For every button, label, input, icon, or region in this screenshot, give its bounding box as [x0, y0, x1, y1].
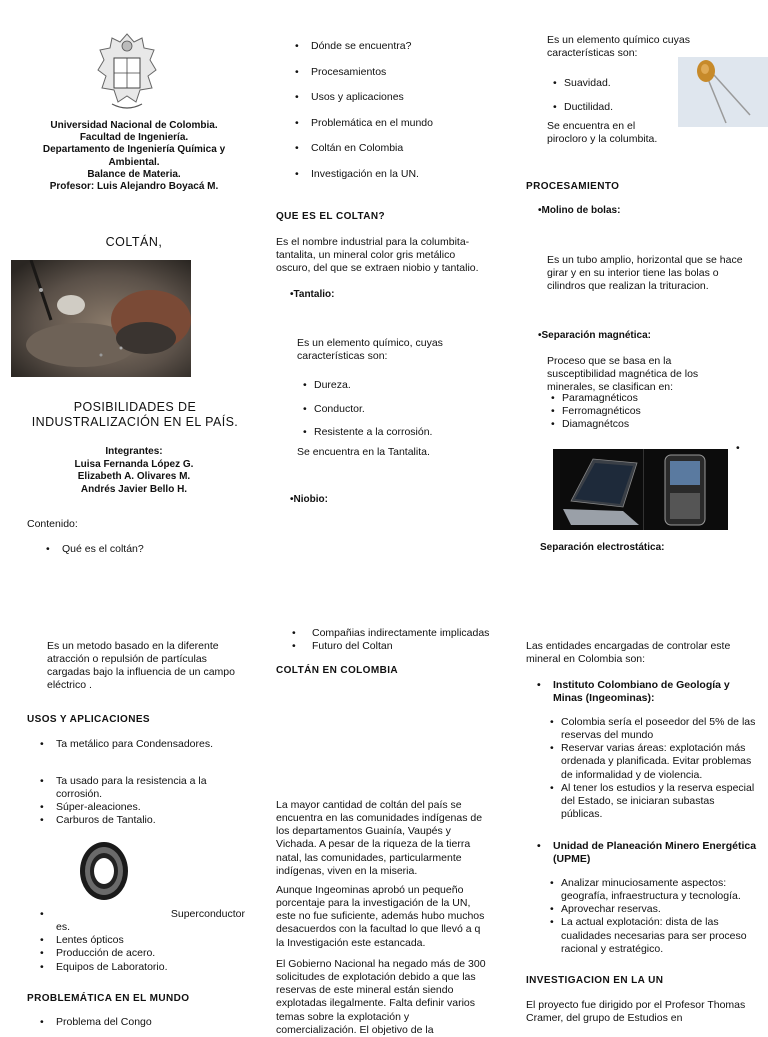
niobio-intro: Es un elemento químico cuyas características son: [547, 34, 690, 60]
list-item: • La actual explotación: dista de las cualidades necesarias para ser proceso racional y estratégico. [550, 916, 762, 955]
sep-mag-label-text: Separación magnética: [541, 330, 651, 341]
upme-label: • Unidad de Planeación Minero Energética (UPME) [537, 840, 762, 866]
tantalum-ring-photo [78, 840, 130, 902]
university-name: Universidad Nacional de Colombia. [50, 120, 218, 131]
list-item: • Dónde se encuentra? [295, 34, 495, 60]
capacitor-photo [678, 57, 768, 127]
list-item: • Usos y aplicaciones [295, 85, 495, 111]
brochure-subtitle: POSIBILIDADES DE INDUSTRALIZACIÓN EN EL PAÍS. [31, 400, 239, 429]
tantalio-props [303, 374, 483, 445]
member-name: Luisa Fernanda López G. [74, 458, 194, 470]
list-item: • Dureza. [303, 374, 483, 398]
list-item: • Problemática en el mundo [295, 111, 495, 137]
usos-list-2 [40, 775, 245, 828]
niobio-found: Se encuentra en el pirocloro y la columbita. [547, 120, 658, 146]
list-item: • Suavidad. [553, 72, 673, 96]
upme-entry [537, 840, 762, 866]
list-item: • Compañias indirectamente implicadas [292, 627, 502, 640]
list-item: • Aprovechar reservas. [550, 903, 762, 916]
contenido-list [46, 543, 236, 556]
list-item: • Coltán en Colombia [295, 136, 495, 162]
niobio-label: •Niobio: [290, 494, 328, 505]
list-item: • Al tener los estudios y la reserva especial del Estado, se iniciaran subastas públicas. [550, 782, 758, 821]
molino-label: •Molino de bolas: [538, 205, 621, 216]
professor-name: Profesor: Luis Alejandro Boyacá M. [49, 180, 219, 192]
investigacion-text: El proyecto fue dirigido por el Profesor Thomas Cramer, del grupo de Estudios en [526, 999, 746, 1025]
molino-label-text: Molino de bolas: [541, 205, 621, 216]
problematica-heading: PROBLEMÁTICA EN EL MUNDO [27, 993, 190, 1004]
list-item [40, 908, 245, 934]
colombia-para-2: Aunque Ingeominas aprobó un pequeño porcentaje para la investigación de la UN, este no fue suficiente, además hubo muchos desacuerdos con la facultad lo que llevó a q la Investigación este estancada. [276, 884, 485, 949]
list-item: • Conductor. [303, 398, 483, 422]
entidades-text: Las entidades encargadas de controlar este mineral en Colombia son: [526, 640, 731, 666]
list-item: • Procesamientos [295, 60, 495, 86]
ingeominas-label: • Instituto Colombiano de Geología y Minas (Ingeominas): [537, 679, 762, 705]
sep-elec-label: Separación electrostática: [540, 542, 665, 553]
usos-list-3 [40, 908, 245, 974]
list-item: • Problema del Congo [40, 1016, 245, 1029]
integrantes-block [26, 446, 242, 496]
niobio-label-text: Niobio: [293, 494, 328, 505]
faculty-name: Facultad de Ingeniería. [79, 132, 189, 144]
superconductor-text: • Superconductor [170, 908, 245, 920]
list-item: • Lentes ópticos [40, 934, 245, 947]
member-name: Andrés Javier Bello H. [80, 483, 188, 495]
colombia-para-3: El Gobierno Nacional ha negado más de 300 solicitudes de explotación debido a que las reservas de este mineral están siendo explotadas ilegalmente. Falta definir varios temas sobre la explotación y comercialización. El objetivo de la [276, 958, 486, 1036]
course-name: Balance de Materia. [87, 168, 181, 180]
electrostatic-description: Es un metodo basado en la diferente atracción o repulsión de partículas cargadas bajo la influencia de un campo eléctrico . [47, 640, 235, 692]
contents-list [295, 34, 495, 187]
department-name: Departamento de Ingeniería Química y Ambiental. [42, 144, 226, 168]
member-name: Elizabeth A. Olivares M. [77, 471, 191, 482]
procesamiento-heading: PROCESAMIENTO [526, 181, 620, 192]
tantalio-found: Se encuentra en la Tantalita. [297, 446, 430, 458]
list-item: • Ta usado para la resistencia a la corrosión. [40, 775, 245, 801]
more-contents-list [292, 627, 502, 653]
que-es-text: Es el nombre industrial para la columbita-tantalita, un mineral color gris metálico oscuro, del que se extraen niobio y tantalio. [276, 236, 479, 275]
list-item: • Futuro del Coltan [292, 640, 502, 653]
contenido-label: Contenido: [27, 518, 78, 530]
sep-mag-list [551, 392, 701, 431]
list-item: • Investigación en la UN. [295, 162, 495, 188]
brochure-title: COLTÁN, [105, 235, 163, 249]
usos-heading: USOS Y APLICACIONES [27, 714, 150, 725]
crest-icon [94, 32, 160, 116]
list-item: • Diamagnétcos [551, 418, 701, 431]
que-es-heading: QUE ES EL COLTAN? [276, 211, 386, 222]
list-item: • Súper-aleaciones. [40, 801, 245, 814]
list-item: • Ductilidad. [553, 96, 673, 120]
ingeominas-entry [537, 679, 762, 705]
investigacion-heading: INVESTIGACION EN LA UN [526, 975, 664, 986]
ingeominas-list [550, 716, 758, 821]
usos-list-1 [40, 738, 245, 751]
problematica-list [40, 1016, 245, 1029]
coltan-hands-photo [11, 260, 191, 377]
stray-bullet: • [736, 442, 740, 454]
list-item: • Qué es el coltán? [46, 543, 236, 556]
list-item: • Analizar minuciosamente aspectos: geografía, infraestructura y tecnología. [550, 877, 762, 903]
list-item: • Resistente a la corrosión. [303, 421, 483, 445]
list-item: • Ferromagnéticos [551, 405, 701, 418]
sep-mag-text: Proceso que se basa en la susceptibilidad magnética de los minerales, se clasifican en: [547, 355, 699, 394]
list-item: • Colombia sería el poseedor del 5% de las reservas del mundo [550, 716, 758, 742]
tantalio-label-text: Tantalio: [293, 289, 335, 300]
niobio-props [553, 72, 673, 119]
sep-mag-label: •Separación magnética: [538, 330, 651, 341]
superconductor-suffix: es. [56, 921, 71, 934]
university-header [26, 120, 242, 193]
list-item: • Reservar varias áreas: explotación más ordenada y planificada. Evitar problemas de informalidad y de violencia. [550, 742, 758, 781]
list-item: • Carburos de Tantalio. [40, 814, 245, 827]
coltan-colombia-heading: COLTÁN EN COLOMBIA [276, 665, 399, 676]
list-item: • Paramagnéticos [551, 392, 701, 405]
upme-list [550, 877, 762, 956]
colombia-para-1: La mayor cantidad de coltán del país se encuentra en las comunidades indígenas de los departamentos Guainía, Vaupés y Vichada. A pesar de la riqueza de la tierra natal, las comunidades, particularmente indígenas, viven en la miseria. [276, 799, 483, 877]
tantalio-text: Es un elemento químico, cuyas características son: [297, 337, 443, 363]
university-crest [94, 32, 160, 116]
molino-text: Es un tubo amplio, horizontal que se hace girar y en su interior tiene las bolas o cilindros que realizan la trituracion. [547, 254, 743, 293]
laptop-phone-photo [553, 449, 728, 530]
list-item: • Ta metálico para Condensadores. [40, 738, 245, 751]
tantalio-label: •Tantalio: [290, 289, 335, 300]
integrantes-label: Integrantes: [105, 446, 163, 457]
list-item: • Equipos de Laboratorio. [40, 961, 245, 974]
list-item: • Producción de acero. [40, 947, 245, 960]
